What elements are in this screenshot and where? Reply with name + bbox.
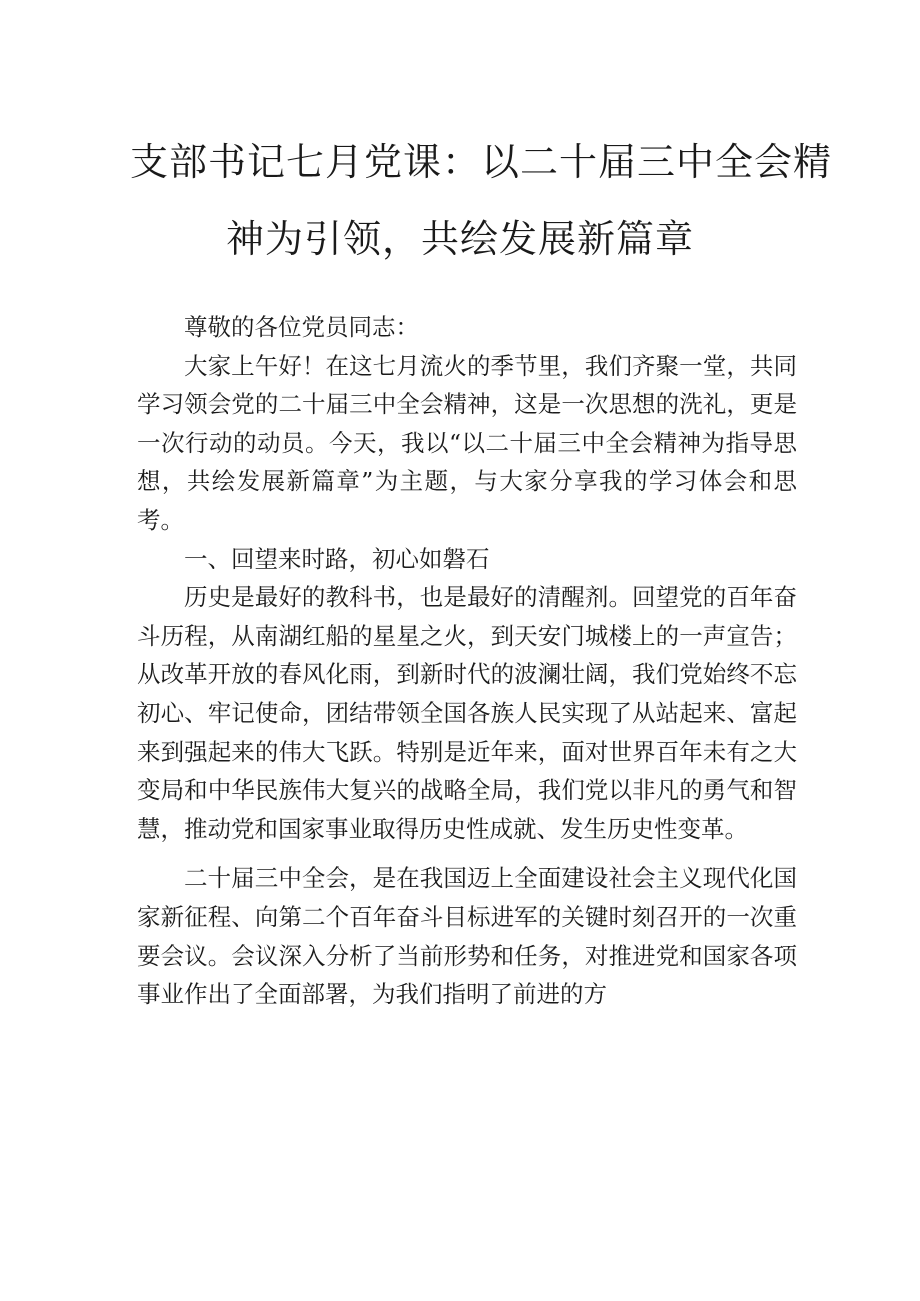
section-heading-1: 一、回望来时路，初心如磐石 (184, 544, 490, 573)
document-title-line-2: 神为引领，共绘发展新篇章 (225, 217, 694, 261)
document-title-line-1: 支部书记七月党课：以二十届三中全会精 (130, 140, 833, 184)
document-body (137, 308, 797, 1014)
paragraph-history: 历史是最好的教科书，也是最好的清醒剂。回望党的百年奋斗历程，从南湖红船的星星之火，到天安门城楼上的一声宣告；从改革开放的春风化雨，到新时代的波澜壮阔，我们党始终不忘初心、牢记使命，团结带领全国各族人民实现了从站起来、富起来到强起来的伟大飞跃。特别是近年来，面对世界百年未有之大变局和中华民族伟大复兴的战略全局，我们党以非凡的勇气和智慧，推动党和国家事业取得历史性成就、发生历史性变革。 (137, 583, 797, 843)
salutation: 尊敬的各位党员同志： (184, 313, 419, 341)
paragraph-greeting: 大家上午好！在这七月流火的季节里，我们齐聚一堂，共同学习领会党的二十届三中全会精神，这是一次思想的洗礼，更是一次行动的动员。今天，我以“以二十届三中全会精神为指导思想，共绘发展新篇章”为主题，与大家分享我的学习体会和思考。 (137, 351, 797, 534)
paragraph-plenum: 二十届三中全会，是在我国迈上全面建设社会主义现代化国家新征程、向第二个百年奋斗目标进军的关键时刻召开的一次重要会议。会议深入分析了当前形势和任务，对推进党和国家各项事业作出了全面部署，为我们指明了前进的方 (137, 864, 797, 1009)
